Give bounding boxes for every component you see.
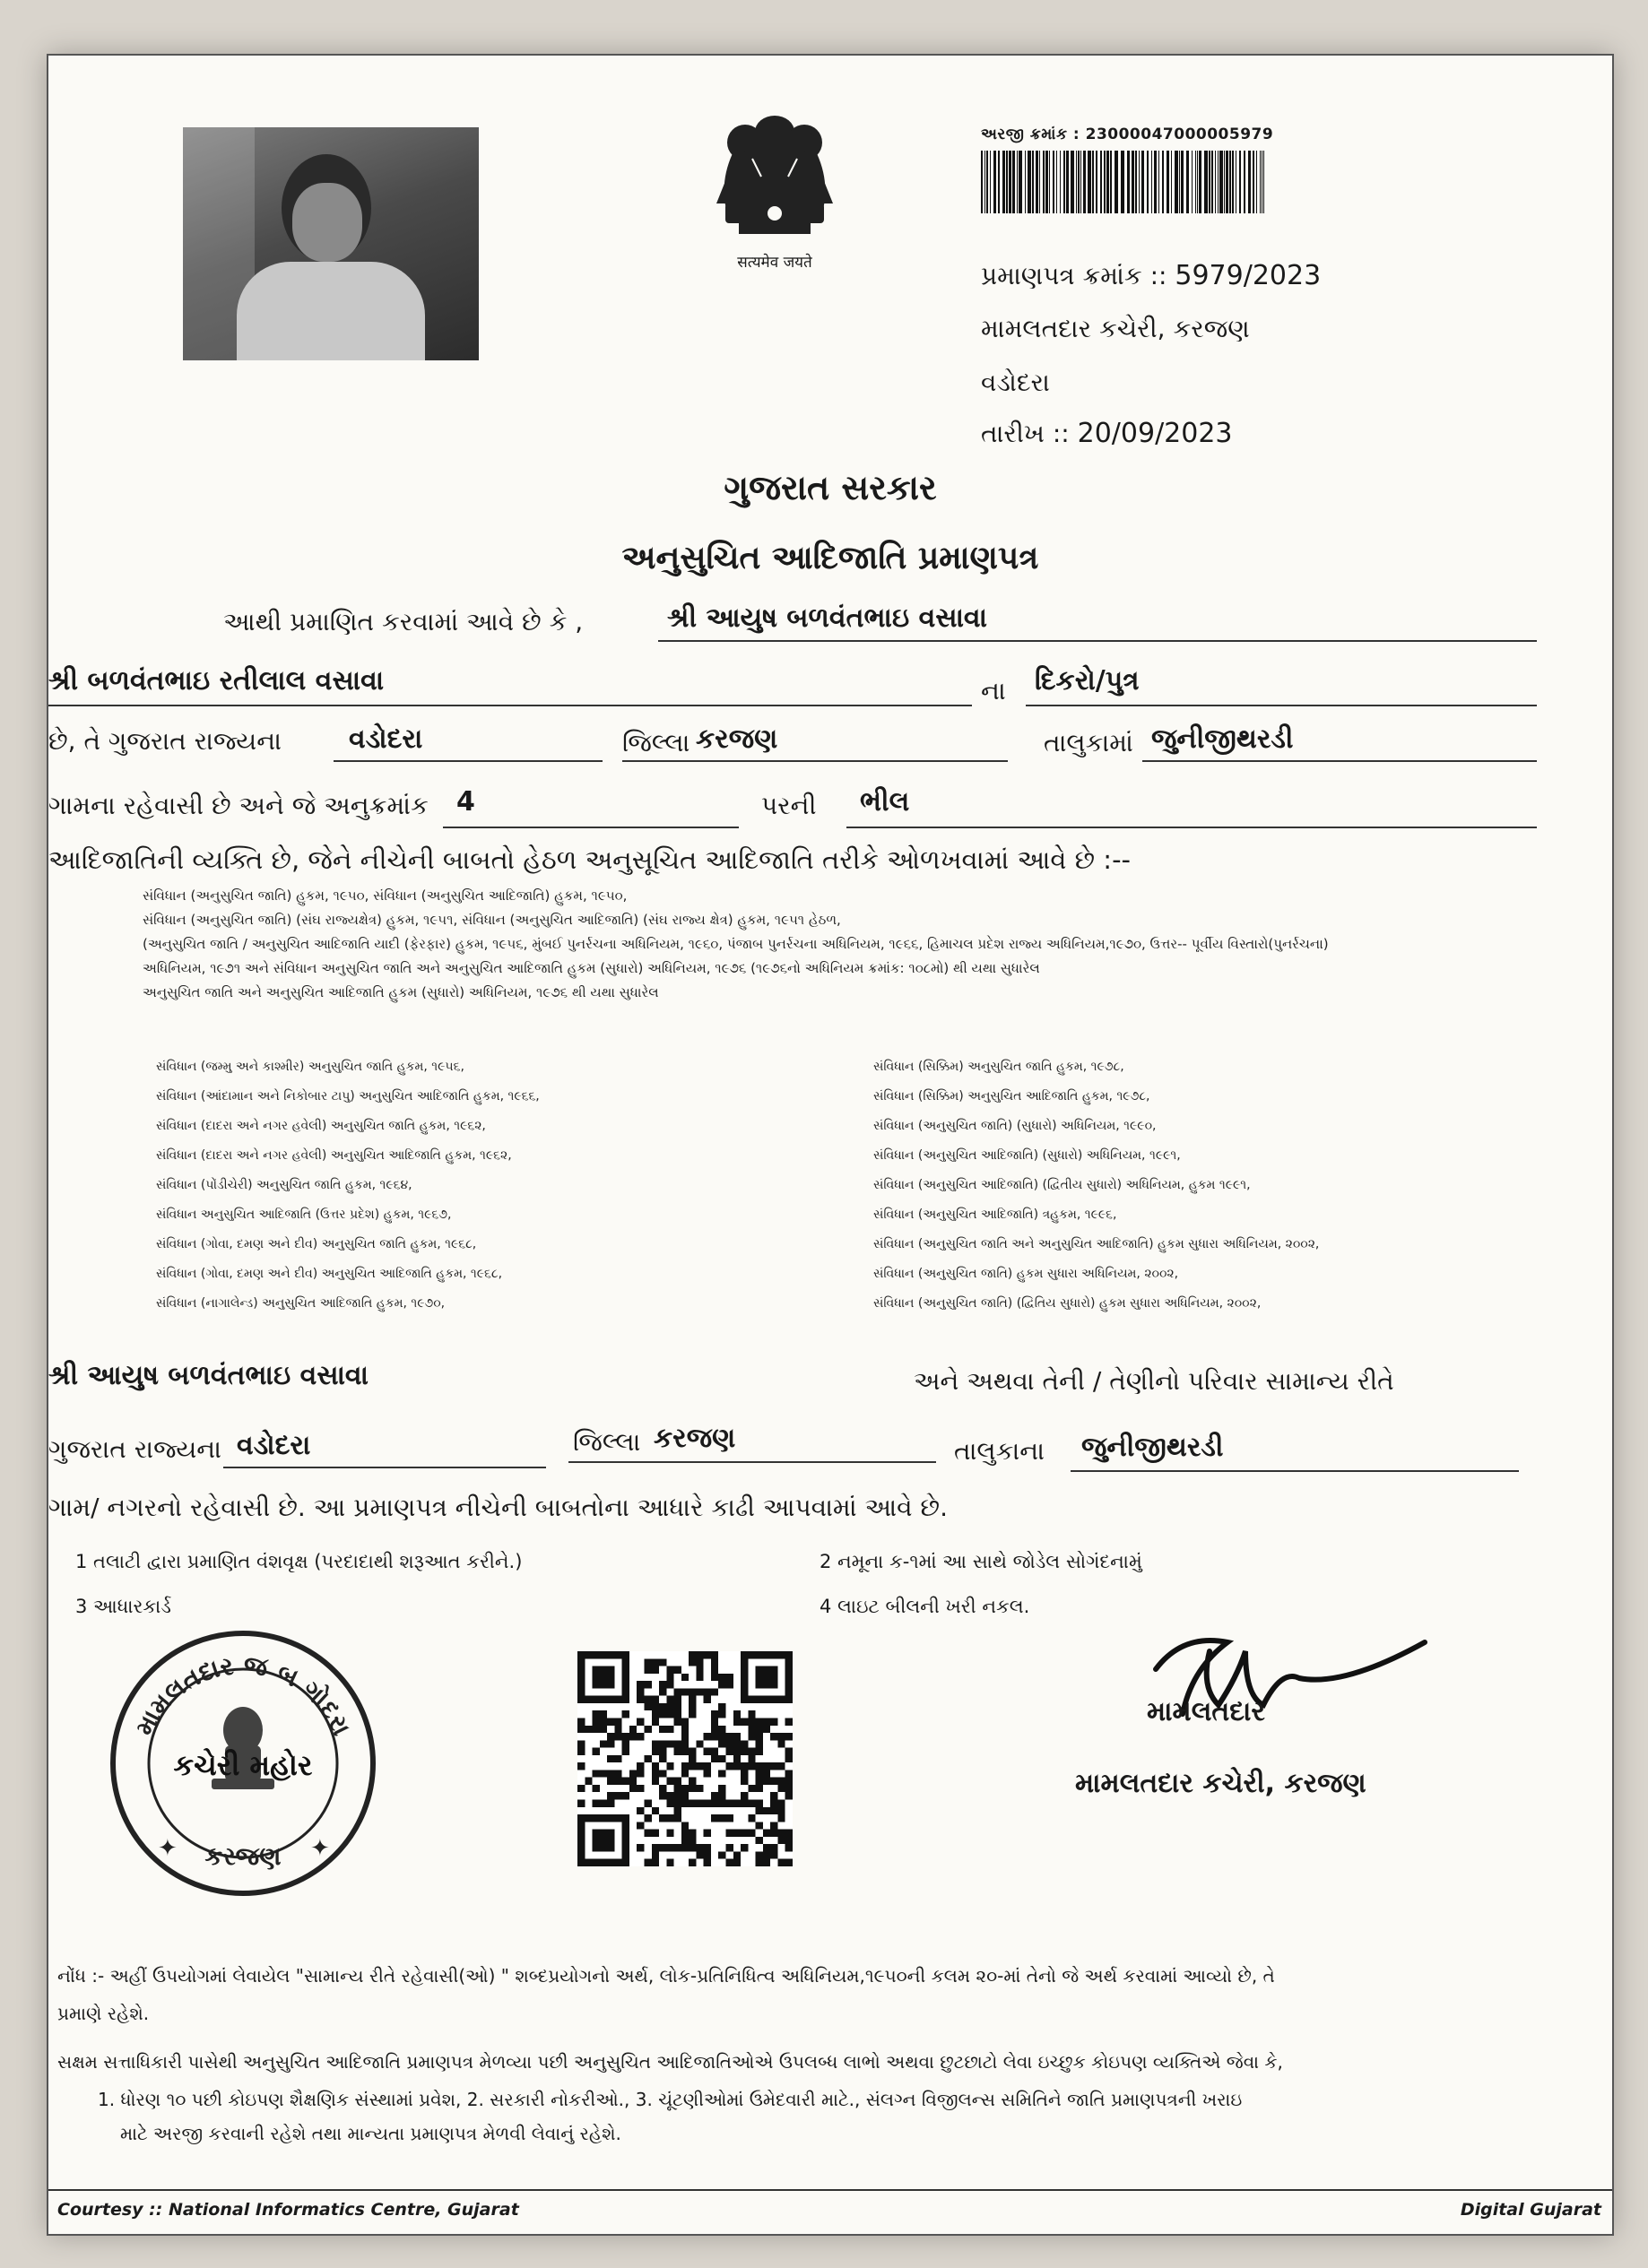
certificate-number-label: પ્રમાણપત્ર ક્રમાંક :: [981, 261, 1167, 290]
district-label: જિલ્લા [622, 728, 690, 757]
footer-brand: Digital Gujarat [1460, 2200, 1601, 2220]
residence-taluka: કરજણ [654, 1423, 736, 1454]
residence-taluka-label: તાલુકાના [954, 1436, 1045, 1466]
svg-text:✦: ✦ [158, 1835, 178, 1862]
note-line-3: સક્ષમ સત્તાધિકારી પાસેથી અનુસુચિત આદિજાતિ પ્રમાણપત્ર મેળવ્યા પછી અનુસુચિત આદિજાતિઓએ ઉપલબ્ધ લાભો અથવા છુટછાટો લેવા ઇચ્છુક કોઇપણ વ્યક્તિએ જેવા કે, [57, 2051, 1283, 2073]
applicant-photo [183, 127, 479, 360]
residence-state-prefix: ગુજરાત રાજ્યના [48, 1434, 222, 1464]
note-line-5: માટે અરજી કરવાની રહેશે તથા માન્યતા પ્રમાણપત્ર મેળવી લેવાનું રહેશે. [120, 2123, 621, 2144]
legal-line-4: અધિનિયમ, ૧૯૭૧ અને સંવિધાન અનુસુચિત જાતિ અને અનુસુચિત આદિજાતિ હુકમ (સુધારો) અધિનિયમ, ૧૯૭૬ (૧૯૭૬નો અધિનિયમ ક્રમાંક: ૧૦૮મો) થી યથા સુધારેલ [143, 960, 1040, 976]
issuing-district: વડોદરા [981, 368, 1050, 397]
na-text: ના [981, 676, 1006, 706]
relation: દિકરો/પુત્ર [1035, 665, 1140, 697]
residence-basis-text: ગામ/ નગરનો રહેવાસી છે. આ પ્રમાણપત્ર નીચેની બાબતોના આધારે કાઢી આપવામાં આવે છે. [48, 1493, 948, 1522]
signatory-office: મામલતદાર કચેરી, કરજણ [1075, 1768, 1366, 1799]
order-right-6: સંવિધાન (અનુસુચિત આદિજાતિ) ત્રહુકમ, ૧૯૯૬, [873, 1208, 1117, 1222]
intro-text: આથી પ્રમાણિત કરવામાં આવે છે કે , [223, 607, 584, 636]
order-left-1: સંવિધાન (જમ્મુ અને કાશ્મીર) અનુસુચિત જાતિ હુકમ, ૧૯૫૬, [156, 1060, 464, 1074]
order-right-8: સંવિધાન (અનુસુચિત જાતિ) હુકમ સુધારા અધિનિયમ, ૨૦૦૨, [873, 1267, 1179, 1281]
district-value: વડોદરા [349, 723, 423, 755]
order-right-7: સંવિધાન (અનુસુચિત જાતિ અને અનુસુચિત આદિજાતિ) હુકમ સુધારા અધિનિયમ, ૨૦૦૨, [873, 1237, 1320, 1251]
certificate-title: અનુસુચિત આદિજાતિ પ્રમાણપત્ર [621, 540, 1039, 576]
legal-line-5: અનુસુચિત જાતિ અને અનુસુચિત આદિજાતિ હુકમ (સુધારો) અધિનિયમ, ૧૯૭૬ થી યથા સુધારેલ [143, 984, 659, 1000]
seal-ring-text: મામલતદાર જ બ ગોદરા [129, 1649, 357, 1741]
order-right-2: સંવિધાન (સિક્કિમ) અનુસુચિત આદિજાતિ હુકમ, ૧૯૭૮, [873, 1089, 1150, 1104]
residence-district-label: જિલ્લા [573, 1427, 641, 1457]
signatory-title: મામલતદાર [1147, 1696, 1265, 1727]
signature-scribble [1129, 1615, 1470, 1750]
svg-text:✦: ✦ [310, 1835, 330, 1862]
order-left-2: સંવિધાન (આંદામાન અને નિકોબાર ટાપુ) અનુસુચિત આદિજાતિ હુકમ, ૧૯૬૬, [156, 1089, 540, 1104]
issuing-office: મામલતદાર કચેરી, કરજણ [981, 314, 1250, 343]
father-name: શ્રી બળવંતભાઇ રતીલાલ વસાવા [48, 665, 385, 697]
document-item-3: 3 આધારકાર્ડ [75, 1596, 171, 1617]
issue-date-label: તારીખ :: [981, 419, 1070, 448]
document-item-1: 1 તલાટી દ્વારા પ્રમાણિત વંશવૃક્ષ (પરદાદાથી શરૂઆત કરીને.) [75, 1551, 523, 1572]
par-text: પરની [761, 791, 817, 820]
order-left-5: સંવિધાન (પોંડીચેરી) અનુસુચિત જાતિ હુકમ, ૧૯૬૪, [156, 1178, 412, 1192]
legal-line-3: (અનુસુચિત જાતિ / અનુસુચિત આદિજાતિ યાદી (ફેરફાર) હુકમ, ૧૯૫૬, મુંબઈ પુનર્રચના અધિનિયમ, ૧૯૬૦, પંજાબ પુનર્રચના અધિનિયમ, ૧૯૬૬, હિમાચલ પ્રદેશ રાજ્ય અધિનિયમ,૧૯૭૦, ઉત્તર-- પૂર્વીય વિસ્તારો(પુનર્રચના) [143, 936, 1329, 952]
barcode [981, 151, 1268, 213]
residence-district: વડોદરા [237, 1430, 311, 1461]
applicant-name: શ્રી આયુષ બળવંતભાઇ વસાવા [667, 602, 987, 634]
certificate-number: 5979/2023 [1175, 260, 1322, 291]
seal-bottom-text: કરજણ [204, 1841, 282, 1871]
residence-name: શ્રી આયુષ બળવંતભાઇ વસાવા [48, 1360, 369, 1391]
order-right-4: સંવિધાન (અનુસુચિત આદિજાતિ) (સુધારો) અધિનિયમ, ૧૯૯૧, [873, 1148, 1181, 1163]
application-number: અરજી ક્રમાંક : 23000047000005979 [981, 126, 1274, 143]
order-left-7: સંવિધાન (ગોવા, દમણ અને દીવ) અનુસુચિત જાતિ હુકમ, ૧૯૬૮, [156, 1237, 477, 1251]
government-title: ગુજરાત સરકાર [724, 468, 937, 507]
order-left-4: સંવિધાન (દાદરા અને નગર હવેલી) અનુસુચિત આદિજાતિ હુકમ, ૧૯૬૨, [156, 1148, 512, 1163]
order-left-6: સંવિધાન અનુસુચિત આદિજાતિ (ઉત્તર પ્રદેશ) હુકમ, ૧૯૬૭, [156, 1208, 452, 1222]
emblem-motto: सत्यमेव जयते [737, 254, 812, 272]
certificate-number-row [981, 260, 1321, 291]
order-left-9: સંવિધાન (નાગાલેન્ડ) અનુસુચિત આદિજાતિ હુકમ, ૧૯૭૦, [156, 1296, 446, 1311]
tribe-value: ભીલ [860, 786, 910, 818]
taluka-value: કરજણ [696, 723, 778, 755]
note-line-1: નોંધ :- અહીં ઉપયોગમાં લેવાયેલ "સામાન્ય રીતે રહેવાસી(ઓ) " શબ્દપ્રયોગનો અર્થ, લોક-પ્રતિનિધિત્વ અધિનિયમ,૧૯૫૦ની કલમ ૨૦-માં તેનો જે અર્થ કરવામાં આવ્યો છે, તે [57, 1965, 1275, 1987]
family-text: અને અથવા તેની / તેણીનો પરિવાર સામાન્ય રીતે [914, 1366, 1394, 1396]
order-left-8: સંવિધાન (ગોવા, દમણ અને દીવ) અનુસુચિત આદિજાતિ હુકમ, ૧૯૬૮, [156, 1267, 503, 1281]
taluka-label: તાલુકામાં [1044, 728, 1133, 757]
order-left-3: સંવિધાન (દાદરા અને નગર હવેલી) અનુસુચિત જાતિ હુકમ, ૧૯૬૨, [156, 1119, 486, 1133]
residence-village: જુનીજીથરડી [1081, 1432, 1224, 1463]
legal-line-1: સંવિધાન (અનુસુચિત જાતિ) હુકમ, ૧૯૫૦, સંવિધાન (અનુસુચિત આદિજાતિ) હુકમ, ૧૯૫૦, [143, 887, 628, 904]
state-prefix: છે, તે ગુજરાત રાજ્યના [48, 726, 282, 756]
office-seal [104, 1624, 382, 1902]
qr-code [577, 1651, 793, 1866]
order-right-5: સંવિધાન (અનુસુચિત આદિજાતિ) (દ્વિતીય સુધારો) અધિનિયમ, હુકમ ૧૯૯૧, [873, 1178, 1251, 1192]
issue-date-row [981, 418, 1233, 449]
resident-prefix: ગામના રહેવાસી છે અને જે અનુક્રમાંક [48, 791, 429, 820]
tribe-statement: આદિજાતિની વ્યક્તિ છે, જેને નીચેની બાબતો હેઠળ અનુસૂચિત આદિજાતિ તરીકે ઓળખવામાં આવે છે :-- [48, 844, 1132, 875]
serial-number: 4 [456, 786, 475, 818]
footer-rule [48, 2189, 1612, 2191]
certificate-page [47, 54, 1614, 2236]
footer-credit: Courtesy :: National Informatics Centre, Gujarat [57, 2200, 519, 2220]
issue-date: 20/09/2023 [1077, 418, 1233, 449]
note-line-2: પ્રમાણે રહેશે. [57, 2003, 150, 2024]
seal-center-text: કચેરી મહોર [173, 1748, 313, 1782]
note-line-4: 1. ધોરણ ૧૦ પછી કોઇપણ શૈક્ષણિક સંસ્થામાં પ્રવેશ, 2. સરકારી નોકરીઓ., 3. ચૂંટણીઓમાં ઉમેદવારી માટે., સંલગ્ન વિજીલન્સ સમિતિને જાતિ પ્રમાણપત્રની ખરાઇ [98, 2089, 1243, 2110]
document-item-4: 4 લાઇટ બીલની ખરી નકલ. [820, 1596, 1030, 1617]
village-value: જુનીજીથરડી [1151, 723, 1294, 755]
document-item-2: 2 નમૂના ક-૧માં આ સાથે જોડેલ સોગંદનામું [820, 1551, 1142, 1572]
national-emblem-icon [698, 96, 851, 275]
order-right-9: સંવિધાન (અનુસુચિત જાતિ) (દ્વિતિય સુધારો) હુકમ સુધારા અધિનિયમ, ૨૦૦૨, [873, 1296, 1262, 1311]
legal-line-2: સંવિધાન (અનુસુચિત જાતિ) (સંઘ રાજ્યક્ષેત્ર) હુકમ, ૧૯૫૧, સંવિધાન (અનુસુચિત આદિજાતિ) (સંઘ રાજ્ય ક્ષેત્ર) હુકમ, ૧૯૫૧ હેઠળ, [143, 912, 841, 928]
order-right-3: સંવિધાન (અનુસુચિત જાતિ) (સુધારો) અધિનિયમ, ૧૯૯૦, [873, 1119, 1157, 1133]
order-right-1: સંવિધાન (સિક્કિમ) અનુસુચિત જાતિ હુકમ, ૧૯૭૮, [873, 1060, 1124, 1074]
